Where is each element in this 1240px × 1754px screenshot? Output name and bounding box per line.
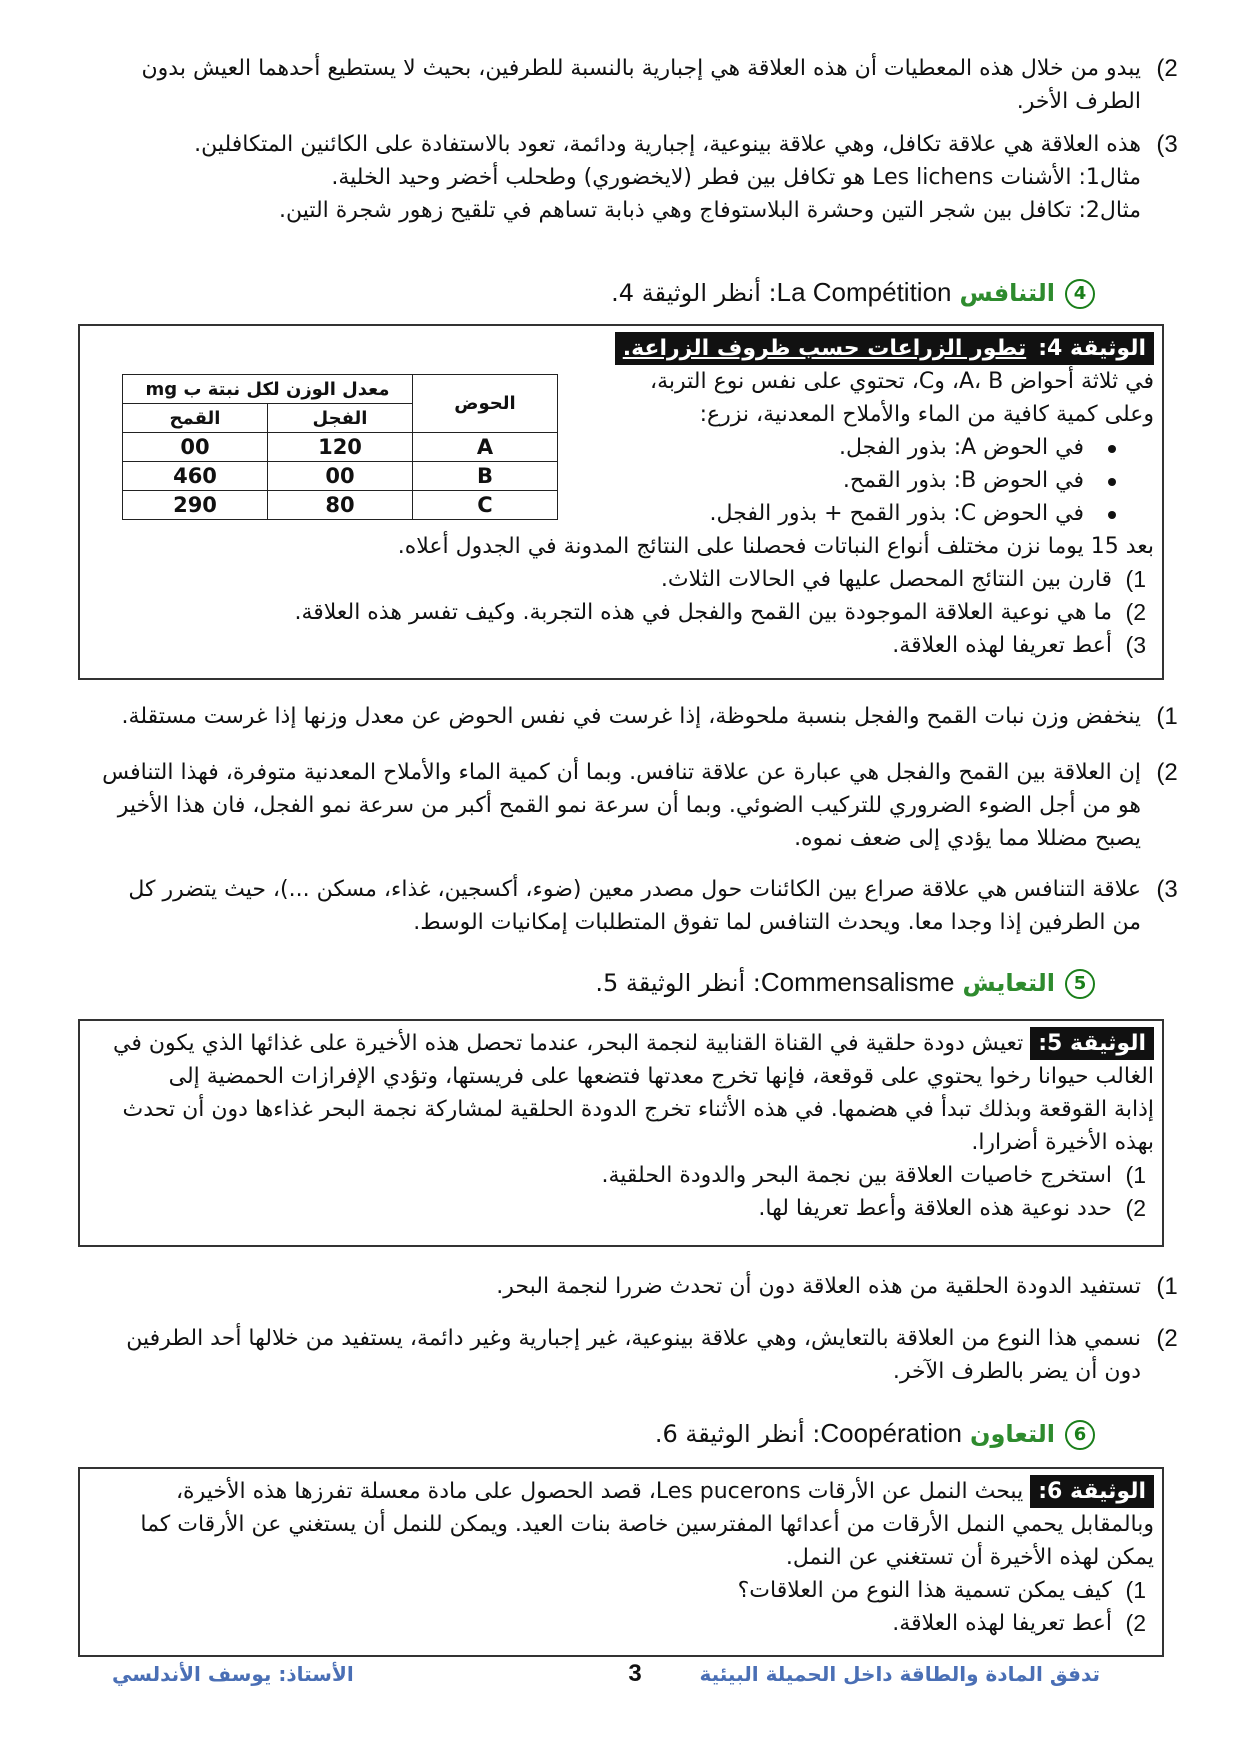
question-number: 1) — [1125, 1162, 1146, 1188]
document-text: تعيش دودة حلقية في القناة القنابية لنجمة البحر، عندما تحصل هذه الأخيرة على غذائها الذي يكون في — [113, 1031, 1024, 1056]
question-text: أعط تعريفا لهذه العلاقة. — [892, 633, 1112, 658]
document-reference: : أنظر الوثيقة 4. — [611, 279, 777, 307]
text-line: علاقة التنافس هي علاقة صراع بين الكائنات حول مصدر معين (ضوء، أكسجين، غذاء، مسكن ...)، حيث يتضرر كل — [128, 877, 1141, 902]
text-line: ينخفض وزن نبات القمح والفجل بنسبة ملحوظة، إذا غرست في نفس الحوض عن معدل وزنها إذا غرست مستقلة. — [121, 704, 1141, 729]
document-line: يمكن لهذه الأخيرة أن تستغني عن النمل. — [785, 1545, 1154, 1570]
section-heading-commensalism — [595, 965, 1095, 1000]
answer-paragraph-3 — [75, 128, 1185, 227]
text-line: يبدو من خلال هذه المعطيات أن هذه العلاقة هي إجبارية بالنسبة للطرفين، بحيث لا يستطيع أحدهما العيش بدون — [141, 56, 1141, 81]
document-line: وبالمقابل يحمي النمل الأرقات من أعدائها المفترسين خاصة بنات العيد. ويمكن للنمل أن يستغني عن الأرقات كما — [140, 1512, 1154, 1537]
document-reference: : أنظر الوثيقة 6. — [654, 1420, 821, 1448]
document-text: يبحث النمل عن الأرقات Les pucerons، قصد الحصول على مادة معسلة تفرزها هذه الأخيرة، — [175, 1479, 1024, 1504]
footer-course-title: تدفق المادة والطاقة داخل الحميلة البيئية — [699, 1662, 1100, 1686]
competition-answer-1 — [75, 700, 1185, 733]
cell-basin: C — [413, 491, 558, 520]
document-6-box — [78, 1467, 1164, 1657]
document-label: الوثيقة 4: — [1030, 332, 1154, 365]
question — [94, 629, 1154, 662]
text-line: من الطرفين إذا وجدا معا. ويحدث التنافس لما تفوق المتطلبات إمكانيات الوسط. — [413, 910, 1141, 935]
bullet-dot — [1108, 511, 1116, 519]
example-line: مثال1: الأشنات Les lichens هو تكافل بين فطر (لايخضوري) وطحلب أخضر وحيد الخلية. — [331, 165, 1141, 190]
header-mean-weight: معدل الوزن لكل نبتة ب mg — [123, 375, 413, 404]
paragraph-number: 3) — [1156, 876, 1178, 903]
question-text: قارن بين النتائج المحصل عليها في الحالات الثلاث. — [660, 567, 1112, 592]
text-line: الطرف الأخر. — [1016, 89, 1141, 114]
document-4-title-line — [94, 332, 1154, 365]
question-text: حدد نوعية هذه العلاقة وأعط تعريفا لها. — [758, 1196, 1112, 1221]
competition-answer-3 — [75, 873, 1185, 939]
document-line: بهذه الأخيرة أضرارا. — [971, 1130, 1154, 1155]
document-5-box — [78, 1019, 1164, 1247]
paragraph-number: 1) — [1156, 1273, 1178, 1300]
question-text: استخرج خاصيات العلاقة بين نجمة البحر والدودة الحلقية. — [601, 1163, 1112, 1188]
section-title-ar: التنافس — [959, 279, 1055, 307]
header-radish: الفجل — [268, 404, 413, 433]
cell-radish: 00 — [268, 462, 413, 491]
paragraph-number: 2) — [1156, 55, 1178, 82]
question — [90, 1574, 1154, 1607]
table-row — [123, 433, 558, 462]
document-line: الغالب حيوانا رخوا يحتوي على قوقعة، فإنها تخرج معدتها فتضعها على فريستها، وتؤدي الإفرازات الحمضية إلى — [168, 1064, 1154, 1089]
cell-radish: 120 — [268, 433, 413, 462]
question-text: كيف يمكن تسمية هذا النوع من العلاقات؟ — [737, 1578, 1112, 1603]
question-number: 3) — [1125, 632, 1146, 658]
paragraph-number: 1) — [1156, 703, 1178, 730]
table-row — [123, 491, 558, 520]
footer-teacher: الأستاذ: يوسف الأندلسي — [112, 1662, 354, 1686]
text-line: تستفيد الدودة الحلقية من هذه العلاقة دون أن تحدث ضررا لنجمة البحر. — [496, 1274, 1141, 1299]
page-number: 3 — [628, 1660, 642, 1687]
example-line: مثال2: تكافل بين شجر التين وحشرة البلاستوفاج وهي ذبابة تساهم في تلقيح زهور شجرة التين. — [278, 198, 1141, 223]
question — [94, 596, 1154, 629]
section-title-ar: التعاون — [970, 1420, 1055, 1448]
text-line: دون أن يضر بالطرف الآخر. — [892, 1359, 1141, 1384]
bullet-text: في الحوض C: بذور القمح + بذور الفجل. — [709, 501, 1084, 526]
table-row — [123, 462, 558, 491]
question-number: 2) — [1125, 1195, 1146, 1221]
section-number: 5 — [1065, 969, 1095, 999]
intro-line: في ثلاثة أحواض A، B، وC، تحتوي على نفس نوع التربة، — [649, 369, 1154, 394]
document-label: الوثيقة 5: — [1030, 1027, 1154, 1060]
section-number: 4 — [1065, 279, 1095, 309]
paragraph-number: 3) — [1156, 131, 1178, 158]
intro-line: وعلى كمية كافية من الماء والأملاح المعدنية، نزرع: — [699, 402, 1154, 427]
section-title-ar: التعايش — [962, 969, 1055, 997]
document-line — [90, 1027, 1154, 1060]
text-line: هذه العلاقة هي علاقة تكافل، وهي علاقة بينوعية، إجبارية ودائمة، تعود بالاستفادة على الكائنين المتكافلين. — [194, 132, 1141, 157]
question — [90, 1159, 1154, 1192]
commensalism-answer-2 — [75, 1322, 1185, 1388]
question — [90, 1192, 1154, 1225]
header-wheat: القمح — [123, 404, 268, 433]
paragraph-number: 2) — [1156, 1325, 1178, 1352]
cell-wheat: 290 — [123, 491, 268, 520]
cell-basin: A — [413, 433, 558, 462]
header-basin: الحوض — [413, 375, 558, 433]
document-label: الوثيقة 6: — [1030, 1475, 1154, 1508]
text-line: هو من أجل الضوء الضروري للتركيب الضوئي. وبما أن سرعة نمو القمح أكبر من سرعة نمو الفجل، فان هذا الأخير — [117, 793, 1141, 818]
document-line — [90, 1475, 1154, 1508]
after-line: بعد 15 يوما نزن مختلف أنواع النباتات فحصلنا على النتائج المدونة في الجدول أعلاه. — [397, 534, 1154, 559]
bullet-dot — [1108, 445, 1116, 453]
competition-answer-2 — [75, 756, 1185, 855]
text-line: إن العلاقة بين القمح والفجل هي عبارة عن علاقة تنافس. وبما أن كمية الماء والأملاح المعدنية متوفرة، فهذا التنافس — [102, 760, 1141, 785]
section-title-fr: Commensalisme — [760, 967, 955, 997]
bullet-text: في الحوض A: بذور الفجل. — [838, 435, 1084, 460]
question-number: 2) — [1125, 1610, 1146, 1636]
question — [94, 563, 1154, 596]
cell-radish: 80 — [268, 491, 413, 520]
text-line: يصبح مضللا مما يؤدي إلى ضعف نموه. — [794, 826, 1141, 851]
commensalism-answer-1 — [75, 1270, 1185, 1303]
question-text: ما هي نوعية العلاقة الموجودة بين القمح والفجل في هذه التجربة. وكيف تفسر هذه العلاقة. — [294, 600, 1112, 625]
bullet-text: في الحوض B: بذور القمح. — [842, 468, 1084, 493]
answer-paragraph-2 — [75, 52, 1185, 118]
paragraph-number: 2) — [1156, 759, 1178, 786]
text-line: نسمي هذا النوع من العلاقة بالتعايش، وهي علاقة بينوعية، غير إجبارية وغير دائمة، يستفيد من خلالها أحد الطرفين — [126, 1326, 1141, 1351]
question-number: 2) — [1125, 599, 1146, 625]
section-title-fr: Coopération — [820, 1418, 962, 1448]
question-number: 1) — [1125, 566, 1146, 592]
section-heading-competition — [611, 275, 1095, 310]
document-line: إذابة القوقعة وبذلك تبدأ في هضمها. في هذه الأثناء تخرج الدودة الحلقية لمشاركة نجمة البحر غذاءها دون أن تحدث — [122, 1097, 1154, 1122]
section-heading-cooperation — [655, 1416, 1095, 1451]
section-number: 6 — [1065, 1420, 1095, 1450]
document-title: تطور الزراعات حسب ظروف الزراعة. — [615, 332, 1030, 365]
results-table — [122, 374, 558, 520]
cell-wheat: 460 — [123, 462, 268, 491]
question-number: 1) — [1125, 1577, 1146, 1603]
cell-basin: B — [413, 462, 558, 491]
section-title-fr: La Compétition — [776, 277, 952, 307]
question — [90, 1607, 1154, 1640]
bullet-dot — [1108, 478, 1116, 486]
document-reference: : أنظر الوثيقة 5. — [595, 969, 761, 997]
question-text: أعط تعريفا لهذه العلاقة. — [892, 1611, 1112, 1636]
cell-wheat: 00 — [123, 433, 268, 462]
